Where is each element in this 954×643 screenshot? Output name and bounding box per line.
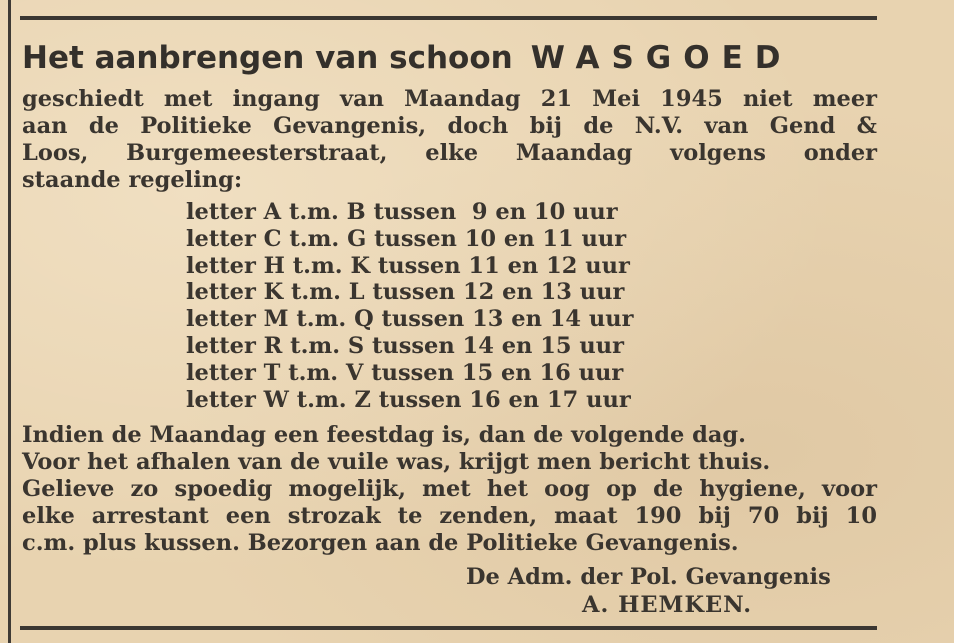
intro-paragraph [22, 86, 877, 194]
schedule-row: letter W t.m. Z tussen 16 en 17 uur [186, 386, 631, 413]
signature-block [466, 563, 876, 619]
schedule-row: letter H t.m. K tussen 11 en 12 uur [186, 252, 630, 279]
intro-line: geschiedt met ingang van Maandag 21 Mei 1945 niet meer [22, 86, 877, 112]
intro-line: aan de Politieke Gevangenis, doch bij de N.V. van Gend & [22, 113, 877, 139]
intro-line: staande regeling: [22, 167, 243, 193]
schedule-row: letter M t.m. Q tussen 13 en 14 uur [186, 306, 634, 333]
schedule-row: letter R t.m. S tussen 14 en 15 uur [186, 332, 624, 359]
schedule-row: letter T t.m. V tussen 15 en 16 uur [186, 359, 624, 386]
closing-line: Gelieve zo spoedig mogelijk, met het oog op de hygiene, voor [22, 476, 877, 502]
signature-name: A. HEMKEN. [582, 592, 753, 618]
schedule-list [186, 199, 706, 413]
closing-paragraph [22, 422, 877, 557]
signature-office: De Adm. der Pol. Gevangenis [466, 564, 831, 590]
closing-line: Voor het afhalen van de vuile was, krijgt men bericht thuis. [22, 449, 771, 475]
headline-emphasis: WASGOED [530, 40, 793, 76]
closing-line: Indien de Maandag een feestdag is, dan de volgende dag. [22, 422, 746, 448]
intro-line: Loos, Burgemeesterstraat, elke Maandag volgens onder [22, 140, 877, 166]
headline-text: Het aanbrengen van schoon [22, 40, 513, 76]
schedule-row: letter C t.m. G tussen 10 en 11 uur [186, 225, 627, 252]
closing-line: elke arrestant een strozak te zenden, maat 190 bij 70 bij 10 [22, 503, 877, 529]
left-margin-rule [8, 0, 11, 643]
notice-headline [22, 36, 882, 80]
top-divider-rule [20, 16, 877, 20]
schedule-row: letter K t.m. L tussen 12 en 13 uur [186, 279, 625, 306]
closing-line: c.m. plus kussen. Bezorgen aan de Politieke Gevangenis. [22, 530, 739, 556]
schedule-row: letter A t.m. B tussen 9 en 10 uur [186, 199, 618, 225]
bottom-divider-rule [20, 626, 877, 630]
